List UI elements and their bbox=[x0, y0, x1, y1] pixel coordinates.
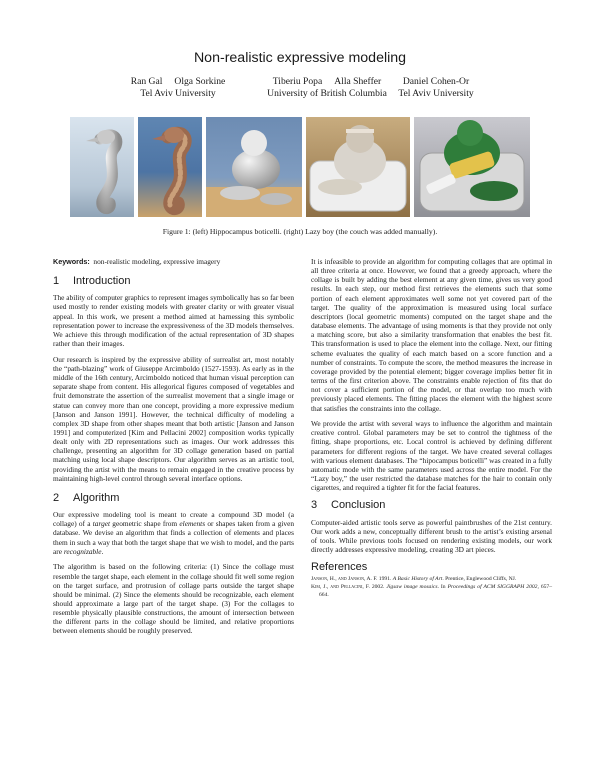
figure-panel-lazy-boy-collage bbox=[414, 117, 530, 217]
section-title: Algorithm bbox=[73, 491, 120, 504]
reference-year: 2002. bbox=[369, 584, 387, 591]
reference-title: Jigsaw image mosaics bbox=[386, 584, 438, 591]
section-heading-conclusion bbox=[311, 501, 552, 510]
author-block-2 bbox=[244, 76, 410, 100]
section-number: 1 bbox=[53, 275, 60, 288]
author-name: Ran Gal bbox=[130, 76, 163, 87]
reference-authors: Kim, J., and Pellacini, F. bbox=[311, 584, 370, 591]
emphasis: elements bbox=[179, 519, 206, 529]
reference-authors: Janson, H., and Janson, A. F. bbox=[311, 576, 378, 583]
emphasis: recognizable bbox=[63, 546, 102, 556]
section-heading-algorithm bbox=[53, 491, 294, 504]
reference-rest: , 657–664. bbox=[319, 584, 553, 598]
figure-1 bbox=[70, 117, 530, 217]
paragraph: Our research is inspired by the expressive ability of surrealist art, most notably the “path-blazing” work of Giuseppe Arcimboldo (1527-1593). As early as in the middle of the 16th century, Arcimboldo noticed that human visual perception can separate shape from content. His allegorical figures composed of vegetables and fruit demonstrate the assertion of the surrealist movement that a single image or statue can convey more than one concept, providing a more expressive medium [Janson and Janson 1991]. However, the technical difficulty of modeling a complex 3D shape from other shapes meant that both artistic [Janson and Janson 1991] and computerized [Kim and Pellacini 2002] composition works typically dealt only with 2D representations such as images. Our work addresses this challenge, presenting an algorithm for 3D collage generation based on partial matching using local shape descriptors. Our algorithm serves as an artistic tool, providing the artist with the means to remain engaged in the creative process by maintaining high-level control through several interface options. bbox=[53, 354, 294, 483]
left-column bbox=[53, 257, 294, 642]
text-run: . bbox=[101, 546, 104, 556]
reference-venue: Proceedings of ACM SIGGRAPH 2002 bbox=[447, 584, 538, 591]
author-name: Tiberiu Popa bbox=[272, 76, 323, 87]
figure-panel-hippocampus-collage bbox=[138, 117, 202, 217]
right-column bbox=[311, 257, 552, 600]
references-heading: References bbox=[311, 561, 368, 574]
figure-caption: Figure 1: (left) Hippocampus boticelli. (right) Lazy boy (the couch was added manually). bbox=[162, 227, 438, 236]
text-run: Our expressive modeling tool is meant to create a compound 3D model (a collage) of a bbox=[53, 510, 294, 529]
text-run: or shapes taken from a given database. We devise an algorithm that finds a collection of elements and places them in such a way that both the target shape that we wish to model, and the parts are bbox=[53, 519, 295, 556]
author-name: Alla Sheffer bbox=[334, 76, 382, 87]
section-title: Conclusion bbox=[331, 499, 386, 512]
text-run: geometric shape from bbox=[110, 519, 180, 529]
section-number: 2 bbox=[53, 491, 60, 504]
figure-panel-lazy-boy-plain bbox=[206, 117, 302, 217]
paragraph bbox=[53, 510, 294, 556]
author-affiliation: Tel Aviv University bbox=[398, 88, 474, 99]
section-number: 3 bbox=[311, 499, 318, 512]
paragraph: Computer-aided artistic tools serve as powerful paintbrushes of the 21st century. Our work adds a new, conceptually different brush to the artist’s existing arsenal of tools. While previous tools focused on rendering existing models, our work directly addresses expressive modeling, creating 3D art pieces. bbox=[311, 517, 552, 555]
reference-item bbox=[311, 584, 552, 598]
emphasis: target bbox=[92, 519, 111, 529]
author-block-1 bbox=[118, 76, 238, 100]
section-heading-introduction bbox=[53, 277, 294, 286]
author-name: Daniel Cohen-Or bbox=[402, 76, 470, 87]
figure-panel-hippocampus-plain bbox=[70, 117, 134, 217]
paragraph: The algorithm is based on the following criteria: (1) Since the collage must resemble the target shape, each element in the collage should fit well some region on the target surface, and protrusion of collage parts outside the target shape should be minimal. (2) Since the elements should be recognizable, each element should approximate a large part of the target shape. (3) For the collages to resemble physically plausible constructions, the amount of intersection between the different parts in the collage should be limited, and relative proportions between elements should be roughly preserved. bbox=[53, 562, 294, 636]
figure-panel-lazy-boy-couch bbox=[306, 117, 410, 217]
paragraph: The ability of computer graphics to represent images symbolically has so far been used mostly to render existing models with greater clarity or with greater visual appeal. In this work, we present a method aimed at harnessing this symbolic representation power to increase the expressiveness of the 3D models themselves. We achieve this through modification of the actual representation of 3D shapes rather than their images. bbox=[53, 293, 294, 349]
author-affiliation: Tel Aviv University bbox=[140, 88, 216, 99]
author-name: Olga Sorkine bbox=[174, 76, 226, 87]
paragraph: We provide the artist with several ways to influence the algorithm and maintain creative control. Global parameters may be set to control the tightness of the fitting, shape proportions, etc. Local control is achieved by defining different parameters for different regions of the target. We have created several collages with various element databases. The “hipocampus boticelli” was created in a fully automatic mode with the same parameters used across the entire model. For the “Lazy boy,” the user restricted the database matches for the hair to contain only cigarettes, and required a tighter fit for the facial features. bbox=[311, 419, 552, 493]
section-title: Introduction bbox=[73, 275, 131, 288]
reference-title: A Basic History of Art bbox=[392, 576, 443, 583]
reference-year: 1991. bbox=[377, 576, 393, 583]
reference-mid: . In bbox=[437, 584, 448, 591]
paragraph: It is infeasible to provide an algorithm for computing collages that are optimal in all three criteria at once. However, we found that a greedy approach, where the collage is built by adding the best element at any given time, gives us very good results. In each step, our method first retrieves the elements such that some portion of each element approximates well some not yet covered part of the target. The quality of the approximation is measured using local surface descriptors (local geometric moments) computed on the target shape and the database elements. The advantage of using moments is that they provide not only a matching score, but also a similarity transformation that enables the best fit. This transformation is used to place the element into the collage. Next, our fitting scheme evaluates the quality of each match based on a score function and a number of constraints. To compute the score, the method measures the increase in coverage provided by the potential element; bigger coverage implies better fit in terms of the first criterion above. The constraints enable rejection of fits that do not cover a sufficient portion of the model, or that overlap too much with previously placed elements. The fitting places the element with the highest score that satisfies the constraints into the collage. bbox=[311, 257, 552, 413]
reference-list bbox=[311, 576, 552, 598]
reference-item bbox=[311, 576, 552, 583]
author-affiliation: University of British Columbia bbox=[267, 88, 387, 99]
keywords bbox=[53, 257, 294, 266]
keywords-label: Keywords: bbox=[53, 257, 90, 266]
keywords-text: non-realistic modeling, expressive imagery bbox=[93, 257, 221, 266]
reference-rest: . Prentice, Englewood Cliffs, NJ. bbox=[442, 576, 517, 583]
author-block-3 bbox=[390, 76, 482, 100]
paper-title: Non-realistic expressive modeling bbox=[193, 50, 407, 66]
